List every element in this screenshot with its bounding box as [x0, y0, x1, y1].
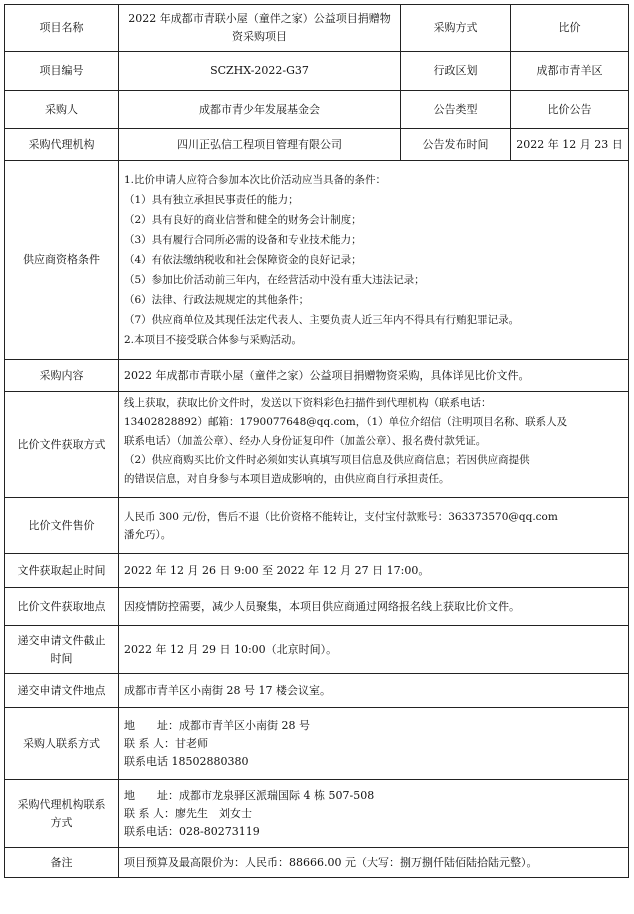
price-content: [119, 498, 629, 554]
agency-contact-line: 联 系 人：廖先生 刘女士: [124, 806, 252, 820]
agency-contact-line: 地 址：成都市龙泉驿区派瑞国际 4 栋 507-508: [124, 788, 375, 802]
submit-place-value: 成都市青羊区小南街 28 号 17 楼会议室。: [119, 674, 629, 708]
row-agency-contact: [5, 780, 629, 848]
buyer-contact-content: [119, 708, 629, 780]
row-obtain-place: [5, 588, 629, 626]
deadline-value: 2022 年 12 月 29 日 10:00（北京时间）。: [119, 626, 629, 674]
row-buyer: [5, 91, 629, 129]
row-deadline: [5, 626, 629, 674]
submit-place-label: 递交申请文件地点: [5, 674, 119, 708]
agency-value: 四川正弘信工程项目管理有限公司: [119, 129, 401, 161]
deadline-label: [5, 626, 119, 674]
procurement-notice-sheet: [4, 4, 628, 878]
obtain-method-line: 13402828892）邮箱：1790077648@qq.com，（1）单位介绍信（注明项目名称、联系人及: [124, 416, 568, 428]
price-label: 比价文件售价: [5, 498, 119, 554]
project-code-label: 项目编号: [5, 52, 119, 91]
row-agency: [5, 129, 629, 161]
row-obtain-method: [5, 392, 629, 498]
qualification-label: 供应商资格条件: [5, 161, 119, 360]
project-name-value: 2022 年成都市青联小屋（童伴之家）公益项目捐赠物资采购项目: [119, 5, 401, 52]
row-remark: [5, 848, 629, 878]
buyer-contact-label: 采购人联系方式: [5, 708, 119, 780]
row-price: [5, 498, 629, 554]
deadline-label-line: 时间: [50, 651, 73, 665]
row-project-name: [5, 5, 629, 52]
obtain-place-value: 因疫情防控需要，减少人员聚集，本项目供应商通过网络报名线上获取比价文件。: [119, 588, 629, 626]
notice-type-label: 公告类型: [401, 91, 511, 129]
obtain-method-line: 的错误信息，对自身参与本项目造成影响的，由供应商自行承担责任。: [124, 473, 450, 485]
content-value: 2022 年成都市青联小屋（童伴之家）公益项目捐赠物资采购，具体详见比价文件。: [119, 360, 629, 392]
buyer-contact-line: 地 址：成都市青羊区小南街 28 号: [124, 718, 310, 732]
agency-contact-label-line: 方式: [50, 815, 73, 829]
procurement-method-value: 比价: [511, 5, 629, 52]
qualification-line: （3）具有履行合同所必需的设备和专业技术能力；: [124, 234, 362, 246]
content-label: 采购内容: [5, 360, 119, 392]
row-submit-place: [5, 674, 629, 708]
agency-contact-label: [5, 780, 119, 848]
buyer-contact-line: 联 系 人：甘老师: [124, 736, 208, 750]
notice-type-value: 比价公告: [511, 91, 629, 129]
deadline-label-line: 递交申请文件截止: [17, 633, 106, 647]
qualification-line: （2）具有良好的商业信誉和健全的财务会计制度；: [124, 214, 362, 226]
agency-contact-line: 联系电话：028-80273119: [124, 824, 260, 838]
qualification-line: 2.本项目不接受联合体参与采购活动。: [124, 334, 303, 346]
agency-contact-label-line: 采购代理机构联系: [17, 797, 106, 811]
project-name-label: 项目名称: [5, 5, 119, 52]
agency-label: 采购代理机构: [5, 129, 119, 161]
obtain-method-line: 联系电话）（加盖公章）、经办人身份证复印件（加盖公章）、报名费付款凭证。: [124, 435, 487, 447]
buyer-label: 采购人: [5, 91, 119, 129]
publish-date-label: 公告发布时间: [401, 129, 511, 161]
row-qualification: [5, 161, 629, 360]
obtain-method-line: 线上获取，获取比价文件时，发送以下资料彩色扫描件到代理机构（联系电话：: [124, 397, 492, 409]
qualification-line: （7）供应商单位及其现任法定代表人、主要负责人近三年内不得具有行贿犯罪记录。: [124, 314, 520, 326]
buyer-contact-line: 联系电话 18502880380: [124, 754, 249, 768]
row-project-code: [5, 52, 629, 91]
row-buyer-contact: [5, 708, 629, 780]
notice-table: [4, 4, 629, 878]
qualification-line: （4）有依法缴纳税收和社会保障资金的良好记录；: [124, 254, 362, 266]
price-line: 潘允巧）。: [124, 528, 172, 541]
qualification-line: （5）参加比价活动前三年内，在经营活动中没有重大违法记录；: [124, 274, 425, 286]
row-obtain-time: [5, 554, 629, 588]
obtain-method-content: [119, 392, 629, 498]
qualification-line: （1）具有独立承担民事责任的能力；: [124, 194, 299, 206]
agency-contact-content: [119, 780, 629, 848]
qualification-line: （6）法律、行政法规规定的其他条件；: [124, 294, 310, 306]
obtain-time-label: 文件获取起止时间: [5, 554, 119, 588]
region-value: 成都市青羊区: [511, 52, 629, 91]
obtain-time-value: 2022 年 12 月 26 日 9:00 至 2022 年 12 月 27 日 17:00。: [119, 554, 629, 588]
obtain-method-line: （2）供应商购买比价文件时必须如实认真填写项目信息及供应商信息；若因供应商提供: [124, 454, 530, 466]
buyer-value: 成都市青少年发展基金会: [119, 91, 401, 129]
project-code-value: SCZHX-2022-G37: [119, 52, 401, 91]
price-line: 人民币 300 元/份，售后不退（比价资格不能转让，支付宝付款账号：363373570@qq.com: [124, 510, 558, 523]
qualification-line: 1.比价申请人应符合参加本次比价活动应当具备的条件：: [124, 174, 387, 186]
obtain-place-label: 比价文件获取地点: [5, 588, 119, 626]
remark-value: 项目预算及最高限价为：人民币：88666.00 元（大写：捌万捌仟陆佰陆拾陆元整）。: [119, 848, 629, 878]
region-label: 行政区划: [401, 52, 511, 91]
qualification-content: [119, 161, 629, 360]
procurement-method-label: 采购方式: [401, 5, 511, 52]
publish-date-value: 2022 年 12 月 23 日: [511, 129, 629, 161]
row-content: [5, 360, 629, 392]
remark-label: 备注: [5, 848, 119, 878]
obtain-method-label: 比价文件获取方式: [5, 392, 119, 498]
